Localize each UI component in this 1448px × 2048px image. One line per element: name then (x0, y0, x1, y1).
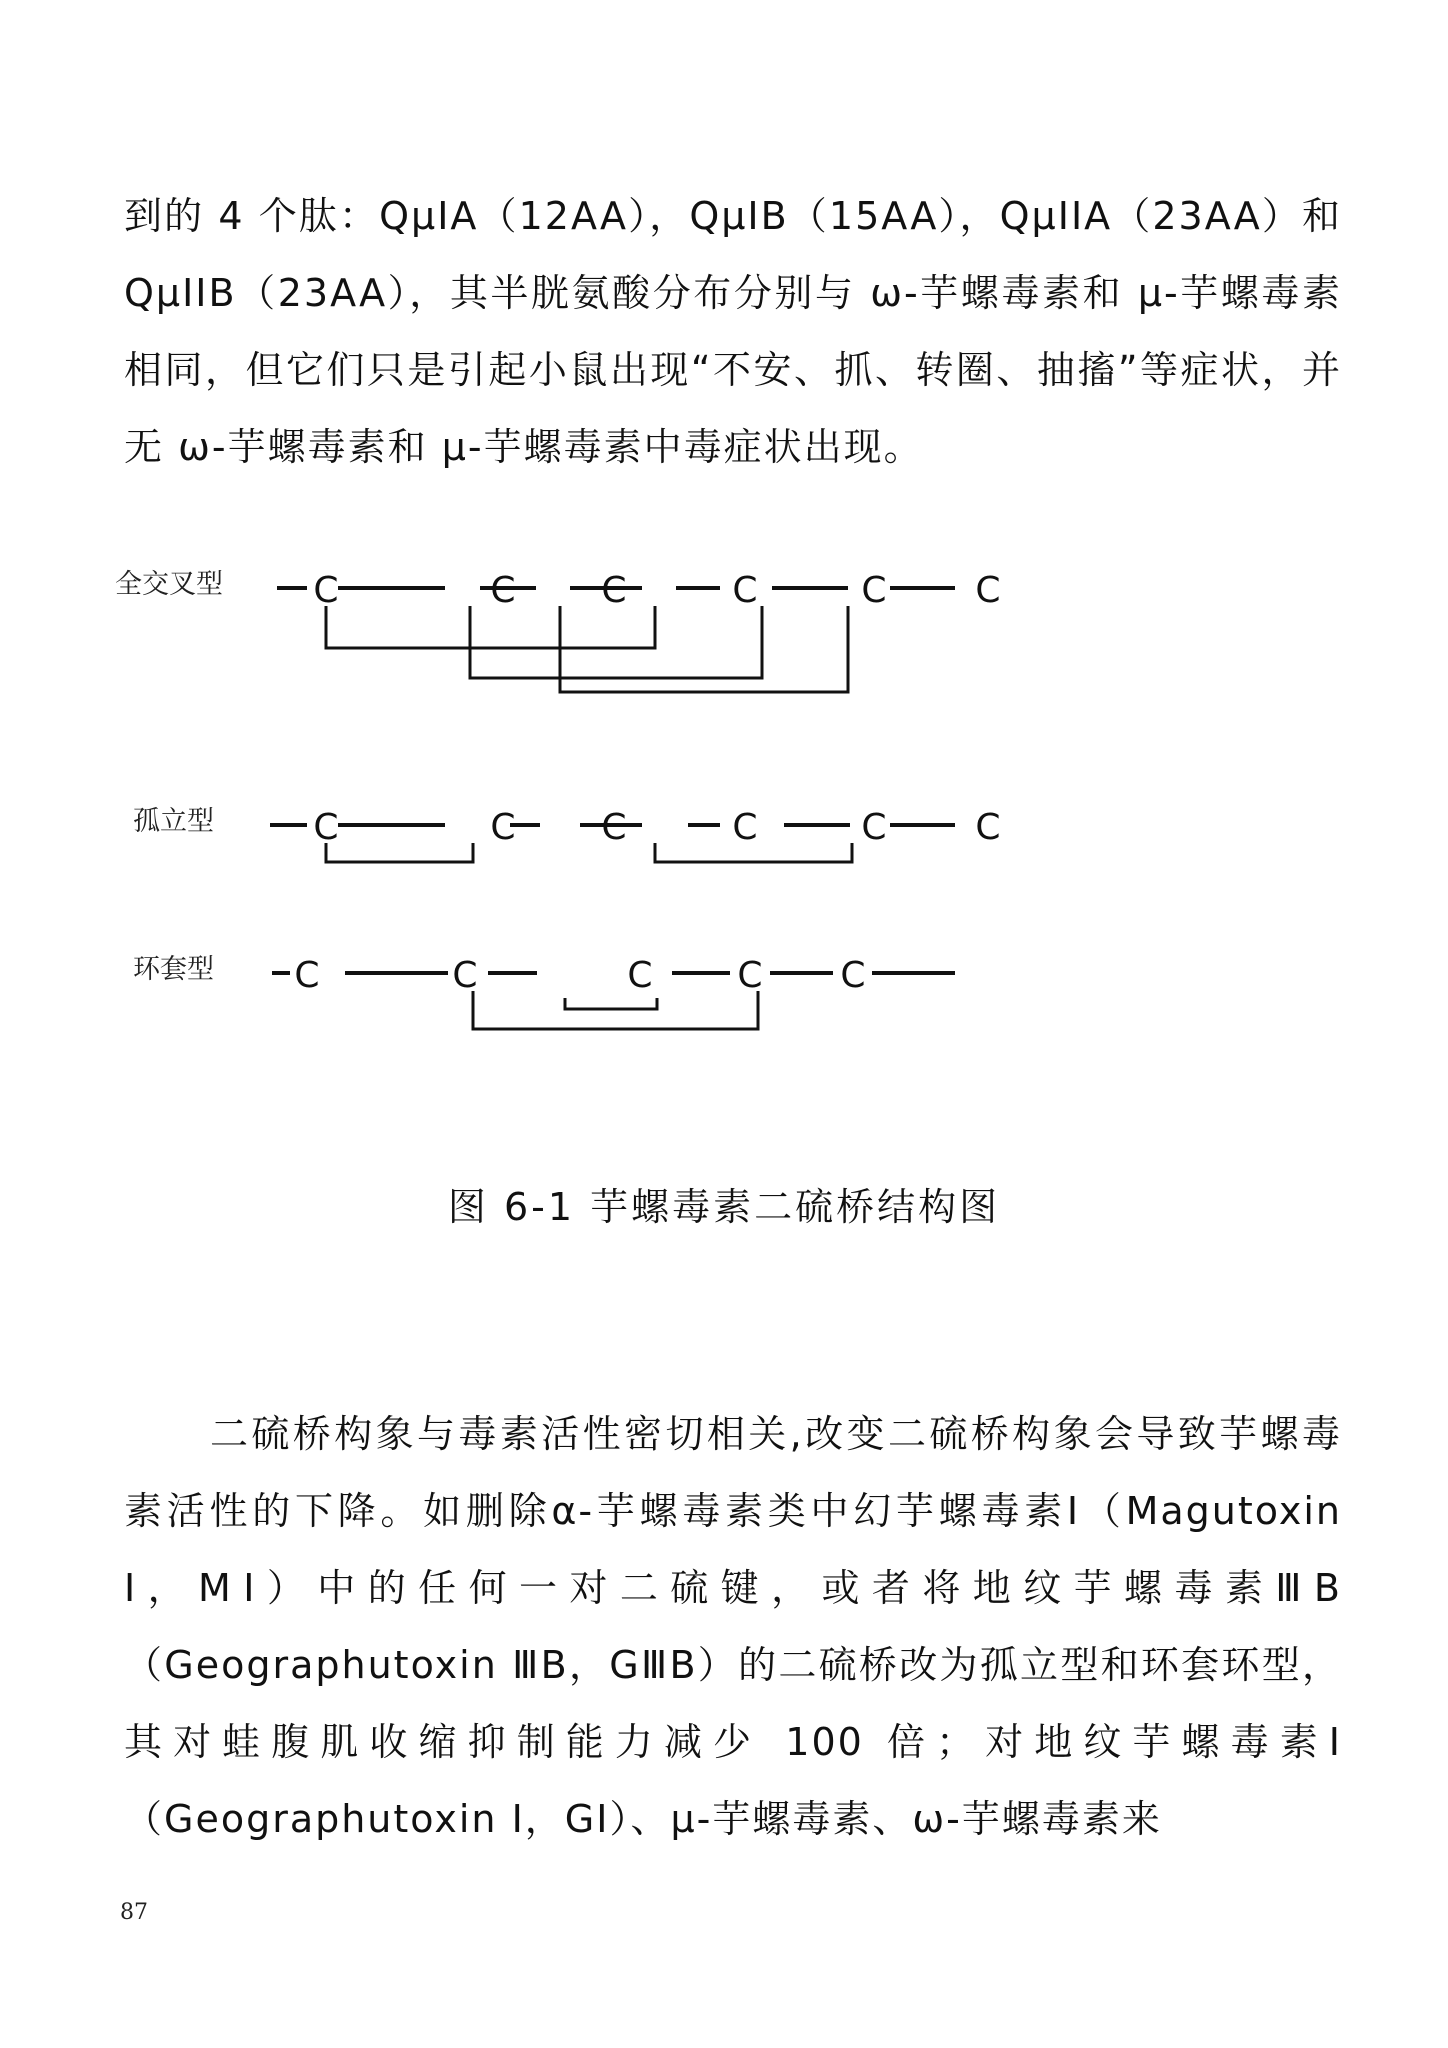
cysteine-label: C (294, 955, 320, 996)
cysteine-label: C (840, 955, 866, 996)
cysteine-label: C (861, 570, 887, 611)
disulfide-bridge-figure (0, 540, 1448, 1100)
cysteine-label: C (732, 570, 758, 611)
cysteine-label: C (452, 955, 478, 996)
diagram-row-isolated (133, 806, 1001, 862)
cysteine-label: C (627, 955, 653, 996)
cysteine-label: C (732, 807, 758, 848)
type-label-nested: 环套型 (133, 954, 214, 985)
disulfide-bridge-diagram (0, 540, 1448, 1100)
cysteine-label: C (975, 570, 1001, 611)
cysteine-label: C (313, 570, 339, 611)
type-label-cross: 全交叉型 (115, 569, 223, 600)
diagram-row-cross (115, 569, 1001, 692)
cysteine-label: C (975, 807, 1001, 848)
bridge-cross-2-5 (470, 606, 762, 678)
cysteine-label: C (490, 570, 516, 611)
cysteine-label: C (490, 807, 516, 848)
body-paragraph-top: 到的 4 个肽：QμIA（12AA），QμIB（15AA），QμIIA（23AA）和 QμIIB（23AA），其半胱氨酸分布分别与 ω-芋螺毒素和 μ-芋螺毒素相同，但它们只是引起小鼠出现“不安、抓、转圈、抽搐”等症状，并无 ω-芋螺毒素和 μ-芋螺毒素中毒症状出现。 (124, 194, 1342, 469)
diagram-row-nested (133, 954, 955, 1029)
cysteine-label: C (313, 807, 339, 848)
type-label-isolated: 孤立型 (133, 806, 214, 837)
bridge-isolated-1-2 (326, 843, 473, 862)
body-paragraph-bottom: 二硫桥构象与毒素活性密切相关,改变二硫桥构象会导致芋螺毒素活性的下降。如删除α-芋螺毒素类中幻芋螺毒素Ⅰ（Magutoxin Ⅰ，MⅠ）中的任何一对二硫键，或者将地纹芋螺毒素ⅢB（Geographutoxin ⅢB，GⅢB）的二硫桥改为孤立型和环套环型，其对蛙腹肌收缩抑制能力减少 100 倍；对地纹芋螺毒素Ⅰ（Geographutoxin Ⅰ，GⅠ）、μ-芋螺毒素、ω-芋螺毒素来 (124, 1412, 1342, 1841)
bridge-nested-3-4 (565, 998, 657, 1009)
cysteine-label: C (601, 570, 627, 611)
cysteine-label: C (861, 807, 887, 848)
cysteine-label: C (601, 807, 627, 848)
figure-caption: 图 6-1 芋螺毒素二硫桥结构图 (447, 1185, 1001, 1229)
bridge-cross-1-4 (326, 606, 655, 648)
page-number: 87 (120, 1900, 148, 1925)
cysteine-label: C (737, 955, 763, 996)
